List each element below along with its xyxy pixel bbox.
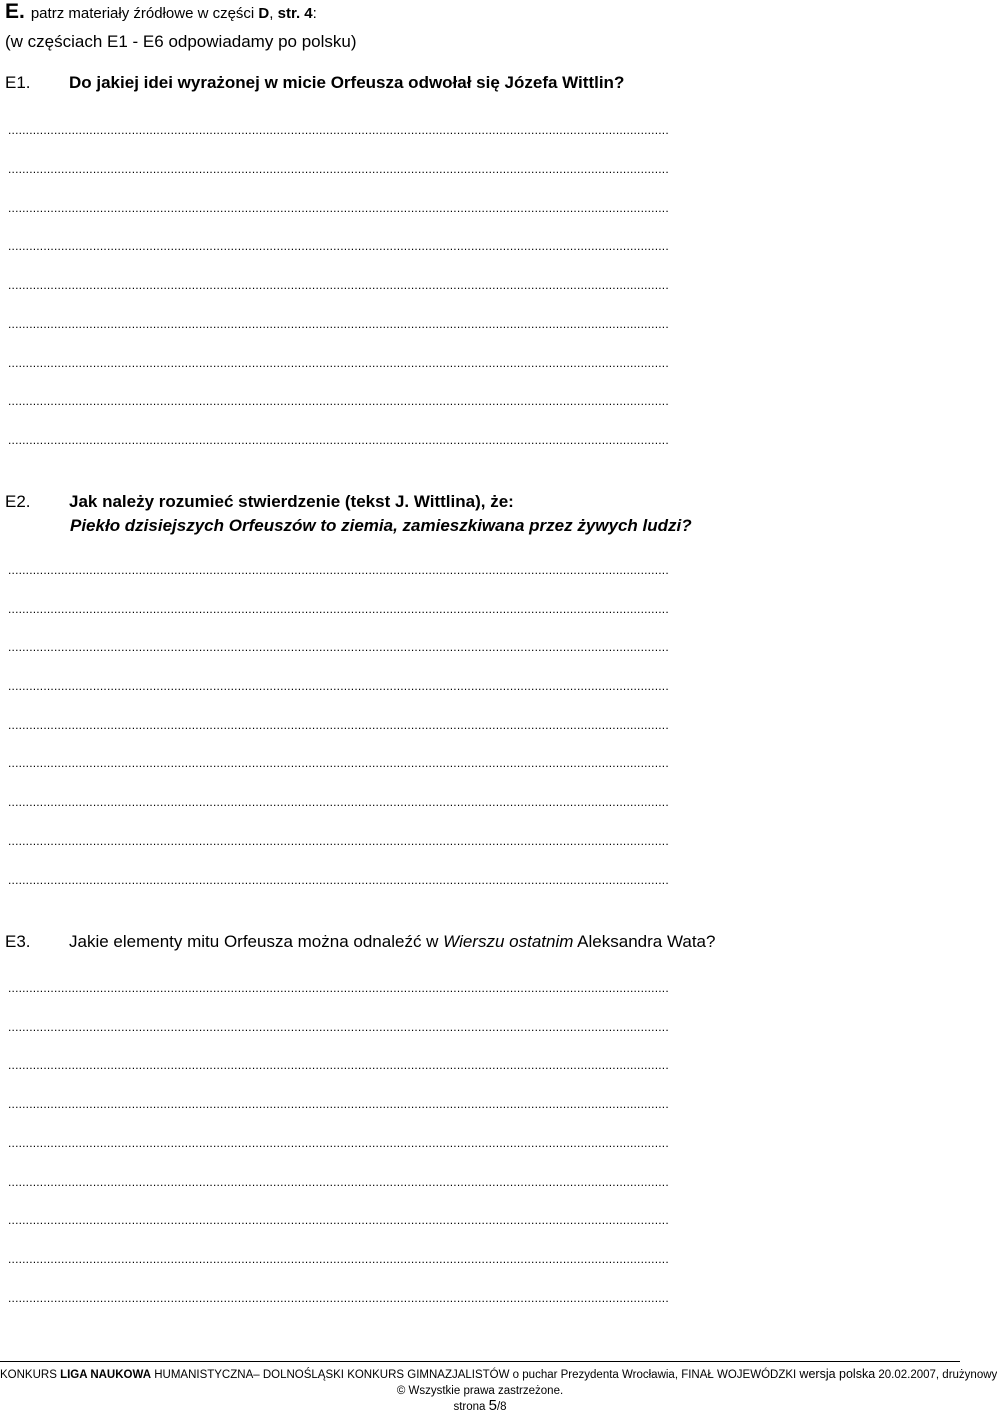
answer-line: ........................................................................................................................................................................................... <box>8 981 669 995</box>
question-text-before: Jakie elementy mitu Orfeusza można odnaleźć w <box>69 932 444 951</box>
intro-part: D <box>258 5 270 22</box>
answer-line: ........................................................................................................................................................................................... <box>8 756 669 770</box>
question-number: E2. <box>5 492 31 511</box>
page-number <box>0 1398 960 1415</box>
instruction: (w częściach E1 - E6 odpowiadamy po polsku) <box>5 32 357 51</box>
question-text: Do jakiej idei wyrażonej w micie Orfeusza odwołał się Józefa Wittlin? <box>69 73 625 92</box>
answer-line: ........................................................................................................................................................................................... <box>8 563 669 577</box>
question-number: E3. <box>5 932 31 951</box>
intro-colon: : <box>312 5 317 22</box>
question-quote: Piekło dzisiejszych Orfeuszów to ziemia, zamieszkiwana przez żywych ludzi? <box>70 516 692 535</box>
footer-copyright: © Wszystkie prawa zastrzeżone. <box>396 1385 564 1397</box>
answer-line: ........................................................................................................................................................................................... <box>8 873 669 887</box>
answer-line: ........................................................................................................................................................................................... <box>8 1291 669 1305</box>
question-number: E1. <box>5 73 31 92</box>
footer-contest-info <box>0 1367 997 1382</box>
footer-league: LIGA NAUKOWA <box>60 1369 152 1381</box>
answer-line: ........................................................................................................................................................................................... <box>8 834 669 848</box>
answer-line: ........................................................................................................................................................................................... <box>8 795 669 809</box>
answer-line: ........................................................................................................................................................................................... <box>8 239 669 253</box>
answer-line: ........................................................................................................................................................................................... <box>8 1058 669 1072</box>
answer-line: ........................................................................................................................................................................................... <box>8 602 669 616</box>
page-separator: / <box>496 1401 501 1413</box>
answer-line: ........................................................................................................................................................................................... <box>8 201 669 215</box>
answer-line: ........................................................................................................................................................................................... <box>8 640 669 654</box>
question-text: Jak należy rozumieć stwierdzenie (tekst J. Wittlina), że: <box>69 492 514 511</box>
intro-page: str. 4 <box>277 5 313 22</box>
answer-line: ........................................................................................................................................................................................... <box>8 278 669 292</box>
footer-part: KONKURS <box>0 1369 61 1381</box>
answer-line: ........................................................................................................................................................................................... <box>8 1213 669 1227</box>
page-label: strona <box>453 1401 489 1413</box>
answer-line: ........................................................................................................................................................................................... <box>8 1252 669 1266</box>
answer-line: ........................................................................................................................................................................................... <box>8 317 669 331</box>
answer-line: ........................................................................................................................................................................................... <box>8 433 669 447</box>
answer-line: ........................................................................................................................................................................................... <box>8 394 669 408</box>
answer-line: ........................................................................................................................................................................................... <box>8 162 669 176</box>
answer-line: ........................................................................................................................................................................................... <box>8 679 669 693</box>
question-e3 <box>5 931 715 952</box>
footer-version: wersja polska <box>799 1367 876 1381</box>
poem-title: Wierszu ostatnim <box>443 932 574 951</box>
answer-line: ........................................................................................................................................................................................... <box>8 356 669 370</box>
question-e1 <box>5 72 624 93</box>
page-total: 8 <box>500 1401 507 1413</box>
intro-prefix: patrz materiały źródłowe w części <box>30 5 259 22</box>
footer-part: 20.02.2007, drużynowy <box>875 1369 997 1381</box>
section-header <box>5 0 317 23</box>
page-current: 5 <box>488 1397 497 1414</box>
answer-line: ........................................................................................................................................................................................... <box>8 1097 669 1111</box>
answer-line: ........................................................................................................................................................................................... <box>8 1136 669 1150</box>
question-text-after: Aleksandra Wata? <box>573 932 716 951</box>
section-letter: E. <box>5 0 25 23</box>
footer-part: HUMANISTYCZNA– DOLNOŚLĄSKI KONKURS GIMNAZJALISTÓW o puchar Prezydenta Wrocławia, FINAŁ WOJEWÓDZKI <box>151 1369 800 1381</box>
answer-line: ........................................................................................................................................................................................... <box>8 1175 669 1189</box>
question-e2 <box>5 491 514 512</box>
footer-divider <box>0 1361 960 1362</box>
answer-line: ........................................................................................................................................................................................... <box>8 718 669 732</box>
intro-comma: , <box>269 5 278 22</box>
answer-line: ........................................................................................................................................................................................... <box>8 1020 669 1034</box>
answer-line: ........................................................................................................................................................................................... <box>8 123 669 137</box>
